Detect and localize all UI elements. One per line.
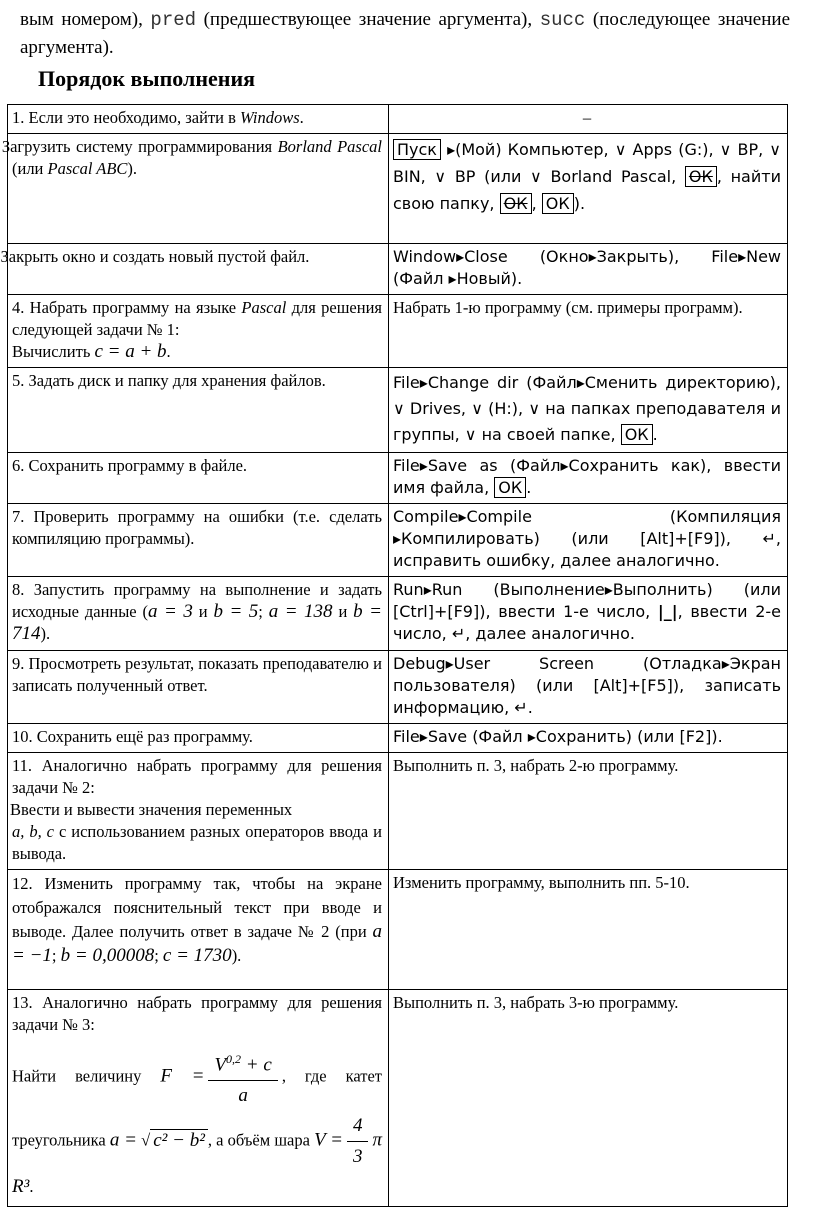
steps-table [0, 104, 788, 1207]
text-fragment: (Файл [393, 269, 444, 288]
text-fragment: Сменить директорию), [584, 373, 782, 392]
fraction [347, 1111, 369, 1172]
text-fragment: Сохранить ещё раз программу. [36, 727, 253, 746]
text-fragment: (Мой) Компьютер, [455, 140, 615, 159]
text-fragment: (или [632, 727, 680, 746]
sqrt-expression: c² − b² [150, 1129, 208, 1151]
text-fragment: V [214, 1054, 227, 1076]
action-cell: – [389, 105, 788, 134]
ok-key: ОК [494, 477, 526, 498]
text-fragment: Закрыть), [596, 247, 712, 266]
menu-arrow-icon: ▸ [560, 456, 569, 475]
text-fragment: ). [127, 159, 138, 178]
text-fragment: 10. [12, 727, 33, 746]
text-fragment: Сохранить программу в файле. [28, 456, 248, 475]
text-fragment: ; [51, 946, 61, 965]
intro-text: (предшествующее значение аргумента), [196, 9, 540, 30]
ok-key: ОК [685, 166, 717, 187]
menu-arrow-icon: ▸ [721, 654, 730, 673]
text-fragment: . [166, 342, 171, 361]
action-cell [389, 368, 788, 453]
text-fragment: для решения следующей задачи № 1: [12, 298, 382, 339]
down-arrow-icon: ∨ [393, 399, 405, 418]
text-fragment: (или [539, 529, 641, 548]
text-fragment: Просмотреть результат, показать преподавателю и записать полученный ответ. [12, 654, 383, 695]
text-fragment: a [238, 1085, 248, 1107]
text-fragment: ввести имя файла, [393, 456, 781, 497]
text-fragment: . [527, 698, 533, 717]
text-fragment: (или [712, 580, 781, 599]
text-fragment: 4. [12, 298, 25, 317]
menu-arrow-icon: ▸ [393, 529, 402, 548]
down-arrow-icon: ∨ [719, 140, 732, 159]
down-arrow-icon: ∨ [471, 399, 483, 418]
text-fragment: ), [719, 529, 763, 548]
down-arrow-icon: ∨ [434, 167, 447, 186]
step-cell [1, 134, 389, 244]
text-fragment: Выполнить) [612, 580, 713, 599]
table-row [8, 870, 788, 990]
text-fragment: 1. [12, 108, 25, 127]
text-fragment: Если это необходимо, зайти в [28, 108, 241, 127]
text-fragment: Compile [466, 507, 532, 526]
text-fragment: Найти величину [12, 1066, 161, 1086]
text-fragment: Экран пользователя) [393, 654, 781, 695]
text-fragment: и [192, 602, 214, 621]
menu-arrow-icon: ▸ [527, 727, 536, 746]
text-fragment: ; [258, 602, 269, 621]
start-key: Пуск [393, 139, 441, 160]
step-cell [8, 870, 389, 990]
menu-arrow-icon: ▸ [456, 247, 465, 266]
formula: c = a + b [94, 341, 167, 362]
text-span [0, 105, 788, 1207]
intro-text: (последующее значение аргумента). [20, 9, 791, 58]
text-fragment: 0,2 [226, 1052, 242, 1066]
text-fragment: Save as [427, 456, 498, 475]
enter-icon: ↵ [514, 698, 528, 717]
text-fragment: BP (или [454, 167, 531, 186]
action-cell: Выполнить п. 3, набрать 3-ю программу. [389, 990, 788, 1207]
text-fragment: на своей папке, [481, 425, 621, 444]
action-cell [389, 453, 788, 504]
action-cell [389, 651, 788, 724]
intro-text: вым номером), [20, 9, 151, 30]
text-fragment: ). [573, 194, 586, 213]
text-fragment: ). [711, 727, 723, 746]
action-cell: Выполнить п. 3, набрать 2-ю программу. [389, 753, 788, 870]
step-cell [8, 453, 389, 504]
text-fragment: . [526, 478, 532, 497]
text-fragment: . [299, 108, 304, 127]
menu-arrow-icon: ▸ [423, 580, 432, 599]
text-fragment: BIN, [393, 167, 435, 186]
text-fragment: Window [393, 247, 457, 266]
menu-arrow-icon: ▸ [458, 507, 467, 526]
menu-arrow-icon: ▸ [738, 247, 747, 266]
text-fragment: BP, [737, 140, 770, 159]
text-fragment: Run [431, 580, 463, 599]
text-fragment: (Файл [510, 456, 561, 475]
fraction [208, 1044, 277, 1111]
text-fragment: Загрузить систему программирования [1, 137, 278, 156]
action-cell [389, 504, 788, 577]
text-fragment: Набрать программу на языке [29, 298, 242, 317]
ok-key: ОК [542, 193, 574, 214]
text-fragment: и [332, 602, 354, 621]
code-pred: pred [150, 9, 197, 31]
text-fragment: Apps (G:), [632, 140, 720, 159]
menu-arrow-icon: ▸ [447, 140, 456, 159]
ok-key: ОК [500, 193, 532, 214]
text-fragment: ), ввести 1-е число, [479, 602, 658, 621]
text-fragment: a = [109, 1129, 137, 1151]
step-cell [8, 105, 389, 134]
text-fragment: 3 [352, 1146, 363, 1168]
enter-icon: ↵ [451, 624, 466, 643]
text-fragment: Pascal [241, 298, 287, 317]
text-fragment: File [711, 247, 739, 266]
text-fragment: (H:), [488, 399, 529, 418]
enter-icon: ↵ [762, 529, 776, 548]
text-fragment: (или [515, 676, 594, 695]
menu-arrow-icon: ▸ [445, 654, 454, 673]
menu-arrow-icon: ▸ [419, 727, 428, 746]
table-row [8, 651, 788, 724]
down-arrow-icon: ∨ [614, 140, 627, 159]
text-fragment: ), записать информацию, [393, 676, 782, 717]
table-row [8, 134, 788, 244]
text-fragment: (Файл [472, 727, 523, 746]
text-fragment: 7. [12, 507, 25, 526]
text-fragment: 9. [12, 654, 25, 673]
text-fragment: File [393, 727, 420, 746]
text-fragment: a = −1 [12, 921, 382, 966]
table-row [8, 244, 788, 295]
text-fragment: . [29, 1177, 34, 1197]
code-succ: succ [539, 9, 586, 31]
text-fragment: , а объём шара [207, 1130, 315, 1150]
text-fragment: b = 5 [213, 601, 259, 622]
text-fragment: Change dir [427, 373, 519, 392]
text-fragment: Drives, [409, 399, 472, 418]
table-row [8, 105, 788, 134]
text-fragment: Borland Pascal, [550, 167, 685, 186]
text-fragment: (Файл [526, 373, 577, 392]
text-fragment: + c [241, 1054, 272, 1076]
text-fragment: a = 138 [268, 601, 333, 622]
text-fragment: V = [314, 1129, 343, 1151]
action-cell [389, 577, 788, 651]
text-fragment: Вычислить [12, 342, 95, 361]
text-fragment: Сохранить) [535, 727, 633, 746]
down-arrow-icon: ∨ [528, 399, 541, 418]
menu-arrow-icon: ▸ [448, 269, 457, 288]
text-fragment: User Screen [453, 654, 595, 673]
step-cell [8, 577, 389, 651]
text-fragment: 12. [12, 874, 33, 893]
text-fragment: Save [427, 727, 468, 746]
text-span [208, 1044, 277, 1081]
text-fragment: [Ctrl]+[F9] [393, 602, 480, 621]
text-fragment: 5. [12, 371, 25, 390]
text-fragment: 4 [347, 1111, 369, 1142]
text-fragment: Задать диск и папку для хранения файлов. [28, 371, 326, 390]
action-cell [389, 134, 788, 244]
intro-paragraph [20, 6, 790, 62]
text-fragment: Ввести и вывести значения переменных [10, 800, 293, 819]
text-fragment: b = 714 [12, 601, 382, 644]
step-cell [8, 368, 389, 453]
text-fragment: Windows [240, 108, 300, 127]
action-cell: Изменить программу, выполнить пп. 5-10. [389, 870, 788, 990]
text-fragment: 11. [12, 756, 33, 775]
menu-arrow-icon: ▸ [588, 247, 597, 266]
text-fragment: с использованием разных операторов ввода и вывода. [12, 822, 382, 863]
step-cell [8, 724, 389, 753]
table-row [8, 724, 788, 753]
down-arrow-icon: ∨ [769, 140, 781, 159]
text-fragment: b = 0,00008 [60, 945, 155, 966]
step-cell [8, 295, 389, 368]
text-fragment: Compile [393, 507, 459, 526]
menu-arrow-icon: ▸ [576, 373, 585, 392]
text-fragment: Pascal ABC [47, 159, 128, 178]
text-fragment: (Выполнение [493, 580, 605, 599]
text-fragment: 6. [12, 456, 25, 475]
text-fragment: c = 1730 [162, 945, 232, 966]
action-cell: Набрать 1-ю программу (см. примеры программ). [389, 295, 788, 368]
text-fragment: Закрыть окно и создать новый пустой файл. [0, 247, 310, 266]
text-fragment: , найти свою папку, [393, 167, 781, 213]
text-fragment: Проверить программу на ошибки (т.е. сделать компиляцию программы). [12, 507, 382, 548]
section-heading: Порядок выполнения [38, 66, 256, 91]
step-cell [8, 990, 389, 1207]
action-cell [389, 724, 788, 753]
text-fragment: ). [40, 624, 51, 643]
text-fragment: (Компиляция [669, 507, 781, 526]
text-fragment: F = [160, 1065, 205, 1087]
menu-arrow-icon: ▸ [419, 373, 428, 392]
text-fragment: Аналогично набрать программу для решения задачи № 2: [12, 756, 383, 797]
table-row [8, 753, 788, 870]
text-fragment: π R³ [12, 1129, 382, 1198]
text-fragment: Close [464, 247, 508, 266]
step-cell [8, 504, 389, 577]
step-cell [8, 651, 389, 724]
text-fragment: , [531, 194, 537, 213]
table-row [8, 453, 788, 504]
text-fragment: , где катет треугольника [12, 1066, 382, 1150]
text-fragment: File [393, 456, 420, 475]
ok-key: ОК [621, 424, 653, 445]
text-fragment: New [746, 247, 781, 266]
table-row [8, 577, 788, 651]
down-arrow-icon: ∨ [530, 167, 542, 186]
text-fragment: Компилировать) [401, 529, 540, 548]
text-fragment: , исправить ошибку, далее аналогично. [393, 529, 781, 570]
table-row [8, 990, 788, 1207]
text-fragment: [Alt]+[F5] [593, 676, 673, 695]
text-fragment: Borland Pascal [277, 137, 382, 156]
text-fragment: на папках преподавателя и группы, [393, 399, 781, 444]
text-fragment: File [393, 373, 420, 392]
text-fragment: Debug [393, 654, 446, 673]
text-fragment: ; [154, 946, 163, 965]
text-fragment: . [652, 425, 658, 444]
formula-block: Найти величину F = $\frac{V^{0,2} + c}{a}$ , где катет треугольника a = √ c² − b² , а объём шара V = $\frac{4}{3}$ π R³. [12, 1044, 382, 1202]
text-fragment: ). [231, 946, 242, 965]
text-fragment: a = 3 [148, 601, 193, 622]
text-fragment: Аналогично набрать программу для решения задачи № 3: [12, 993, 383, 1034]
table-row [8, 504, 788, 577]
text-fragment: Сохранить как), [568, 456, 724, 475]
text-fragment: Новый). [456, 269, 523, 288]
text-fragment: (или [12, 159, 48, 178]
text-fragment: (Окно [539, 247, 589, 266]
text-fragment: 8. [12, 580, 25, 599]
text-fragment: Запустить программу на выполнение и задать исходные данные ( [12, 580, 382, 621]
table-row [8, 295, 788, 368]
text-fragment: [Alt]+[F9] [640, 529, 720, 548]
down-arrow-icon: ∨ [464, 425, 477, 444]
text-fragment: (Отладка [642, 654, 722, 673]
text-fragment: 13. [12, 993, 33, 1012]
text-fragment: , ввести 2-е число, [393, 602, 782, 643]
step-cell [8, 753, 389, 870]
text-fragment: [F2] [679, 727, 712, 746]
text-fragment: , далее аналогично. [465, 624, 635, 643]
text-fragment: Run [393, 580, 424, 599]
menu-arrow-icon: ▸ [604, 580, 613, 599]
action-cell [389, 244, 788, 295]
space-key-icon: |_| [657, 602, 678, 621]
text-fragment: Изменить программу так, чтобы на экране отображался пояснительный текст при вводе и выводе. Далее получить ответ в задаче № 2 (при [12, 874, 382, 941]
table-row [8, 368, 788, 453]
menu-arrow-icon: ▸ [419, 456, 428, 475]
step-cell [0, 244, 389, 295]
text-fragment: a, b, c [12, 822, 54, 841]
